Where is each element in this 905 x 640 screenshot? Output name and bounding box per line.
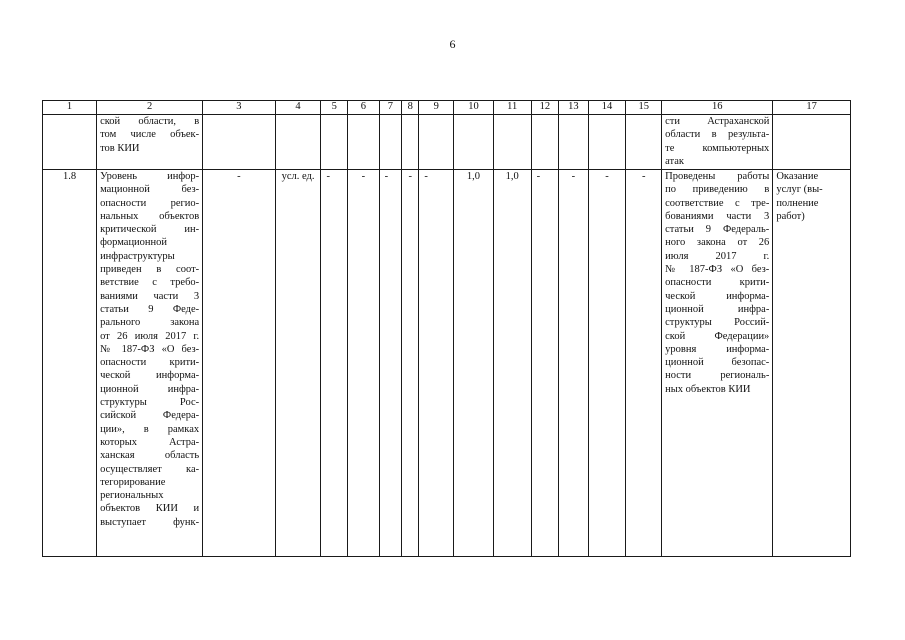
cell-col-8: -: [402, 170, 419, 557]
cell-col-13: -: [559, 170, 589, 557]
indicator-line: ветствие с требо-: [100, 277, 200, 289]
header-col-14: 14: [588, 101, 626, 115]
result-line: соответствие с тре-: [665, 197, 770, 209]
header-col-7: 7: [379, 101, 401, 115]
header-col-9: 9: [419, 101, 454, 115]
cont-cell-15: [626, 115, 662, 170]
indicator-line: объектов КИИ и: [100, 503, 200, 515]
cell-col-14: -: [588, 170, 626, 557]
service-type-line: Оказание: [776, 171, 819, 182]
table-row-1-8: [43, 170, 851, 557]
indicator-line: опасности крити-: [100, 357, 200, 369]
indicator-line: сийской Федера-: [100, 410, 200, 422]
header-col-17: 17: [773, 101, 851, 115]
result-line: июля 2017 г.: [665, 250, 770, 262]
cell-col-9: -: [419, 170, 454, 557]
cont-cell-number: [43, 115, 97, 170]
header-col-6: 6: [348, 101, 380, 115]
cont-cell-9: [419, 115, 454, 170]
result-line: ционной безопас-: [665, 357, 770, 369]
header-col-15: 15: [626, 101, 662, 115]
indicator-line: ции», в рамках: [100, 423, 200, 435]
indicator-line: тегорирование: [100, 476, 166, 488]
cont-cell-result: [662, 115, 773, 170]
indicator-line: рального закона: [100, 317, 200, 329]
header-col-5: 5: [321, 101, 348, 115]
cont-cell-14: [588, 115, 626, 170]
indicator-line: формационной: [100, 237, 168, 249]
cont-cell-8: [402, 115, 419, 170]
indicator-line: ваниями части 3: [100, 290, 200, 302]
indicator-name-cell: [97, 170, 203, 557]
cont-cell-6: [348, 115, 380, 170]
header-col-11: 11: [493, 101, 531, 115]
indicator-line: критической ин-: [100, 224, 200, 236]
cell-col-5: -: [321, 170, 348, 557]
cell-col-7: -: [379, 170, 401, 557]
result-line: ской Федерации»: [665, 330, 770, 342]
page-number: 6: [449, 37, 456, 51]
cont-result-line: области в результа-: [665, 129, 770, 141]
result-line: статьи 9 Федераль-: [665, 224, 770, 236]
cell-col-12: -: [531, 170, 559, 557]
cont-cell-7: [379, 115, 401, 170]
unit-cell: усл. ед.: [275, 170, 321, 557]
result-line: опасности крити-: [665, 277, 770, 289]
header-col-4: 4: [275, 101, 321, 115]
indicator-line: которых Астра-: [100, 436, 200, 448]
service-type-cell: [773, 170, 851, 557]
cell-col-3: -: [203, 170, 275, 557]
cont-cell-3: [203, 115, 275, 170]
cont-cell-4: [275, 115, 321, 170]
cont-result-line: атак: [665, 155, 684, 167]
indicator-line: нальных объектов: [100, 210, 200, 222]
cont-result-line: сти Астраханской: [665, 116, 770, 127]
header-col-2: 2: [97, 101, 203, 115]
result-line: ных объектов КИИ: [665, 383, 751, 395]
data-table: [42, 100, 851, 557]
indicator-line: структуры Рос-: [100, 397, 200, 409]
cont-result-line: те компьютерных: [665, 142, 770, 154]
cont-cell-name: [97, 115, 203, 170]
header-row: [43, 101, 851, 115]
indicator-line: опасности регио-: [100, 197, 200, 209]
cell-col-6: -: [348, 170, 380, 557]
indicator-line: ционной инфра-: [100, 383, 200, 395]
result-line: Проведены работы: [665, 171, 770, 182]
cont-cell-11: [493, 115, 531, 170]
indicator-line: инфраструктуры: [100, 250, 175, 262]
cont-name-line: том числе объек-: [100, 129, 200, 141]
indicator-line: осуществляет ка-: [100, 463, 200, 475]
result-line: ности региональ-: [665, 370, 770, 382]
cont-name-line: ской области, в: [100, 116, 200, 127]
header-col-13: 13: [559, 101, 589, 115]
result-line: по приведению в: [665, 184, 770, 196]
header-col-16: 16: [662, 101, 773, 115]
cell-col-15: -: [626, 170, 662, 557]
cont-cell-5: [321, 115, 348, 170]
indicator-line: ханская область: [100, 450, 200, 462]
cont-cell-10: [454, 115, 494, 170]
header-col-1: 1: [43, 101, 97, 115]
service-type-line: полнение: [776, 197, 819, 209]
result-cell: [662, 170, 773, 557]
cont-cell-17: [773, 115, 851, 170]
result-line: структуры Россий-: [665, 317, 770, 329]
cont-cell-12: [531, 115, 559, 170]
cell-col-10: 1,0: [454, 170, 494, 557]
table-row-continuation: [43, 115, 851, 170]
cont-name-line: тов КИИ: [100, 142, 140, 154]
indicator-line: приведен в соот-: [100, 264, 200, 276]
indicator-line: статьи 9 Феде-: [100, 303, 200, 315]
service-type-line: услуг (вы-: [776, 184, 823, 196]
header-col-12: 12: [531, 101, 559, 115]
header-col-10: 10: [454, 101, 494, 115]
indicator-line: региональных: [100, 490, 164, 502]
result-line: бованиями части 3: [665, 210, 770, 222]
header-col-3: 3: [203, 101, 275, 115]
result-line: ческой информа-: [665, 290, 770, 302]
cont-cell-13: [559, 115, 589, 170]
indicator-line: ческой информа-: [100, 370, 200, 382]
cell-col-11: 1,0: [493, 170, 531, 557]
indicator-line: № 187-ФЗ «О без-: [100, 343, 200, 355]
result-line: ционной инфра-: [665, 303, 770, 315]
result-line: уровня информа-: [665, 343, 770, 355]
indicator-line: от 26 июля 2017 г.: [100, 330, 200, 342]
indicator-line: мационной без-: [100, 184, 200, 196]
row-number: 1.8: [43, 170, 97, 557]
indicator-line: Уровень инфор-: [100, 171, 200, 182]
header-col-8: 8: [402, 101, 419, 115]
result-line: № 187-ФЗ «О без-: [665, 264, 770, 276]
service-type-line: работ): [776, 210, 805, 222]
indicator-line: выступает функ-: [100, 516, 200, 528]
result-line: ного закона от 26: [665, 237, 770, 249]
